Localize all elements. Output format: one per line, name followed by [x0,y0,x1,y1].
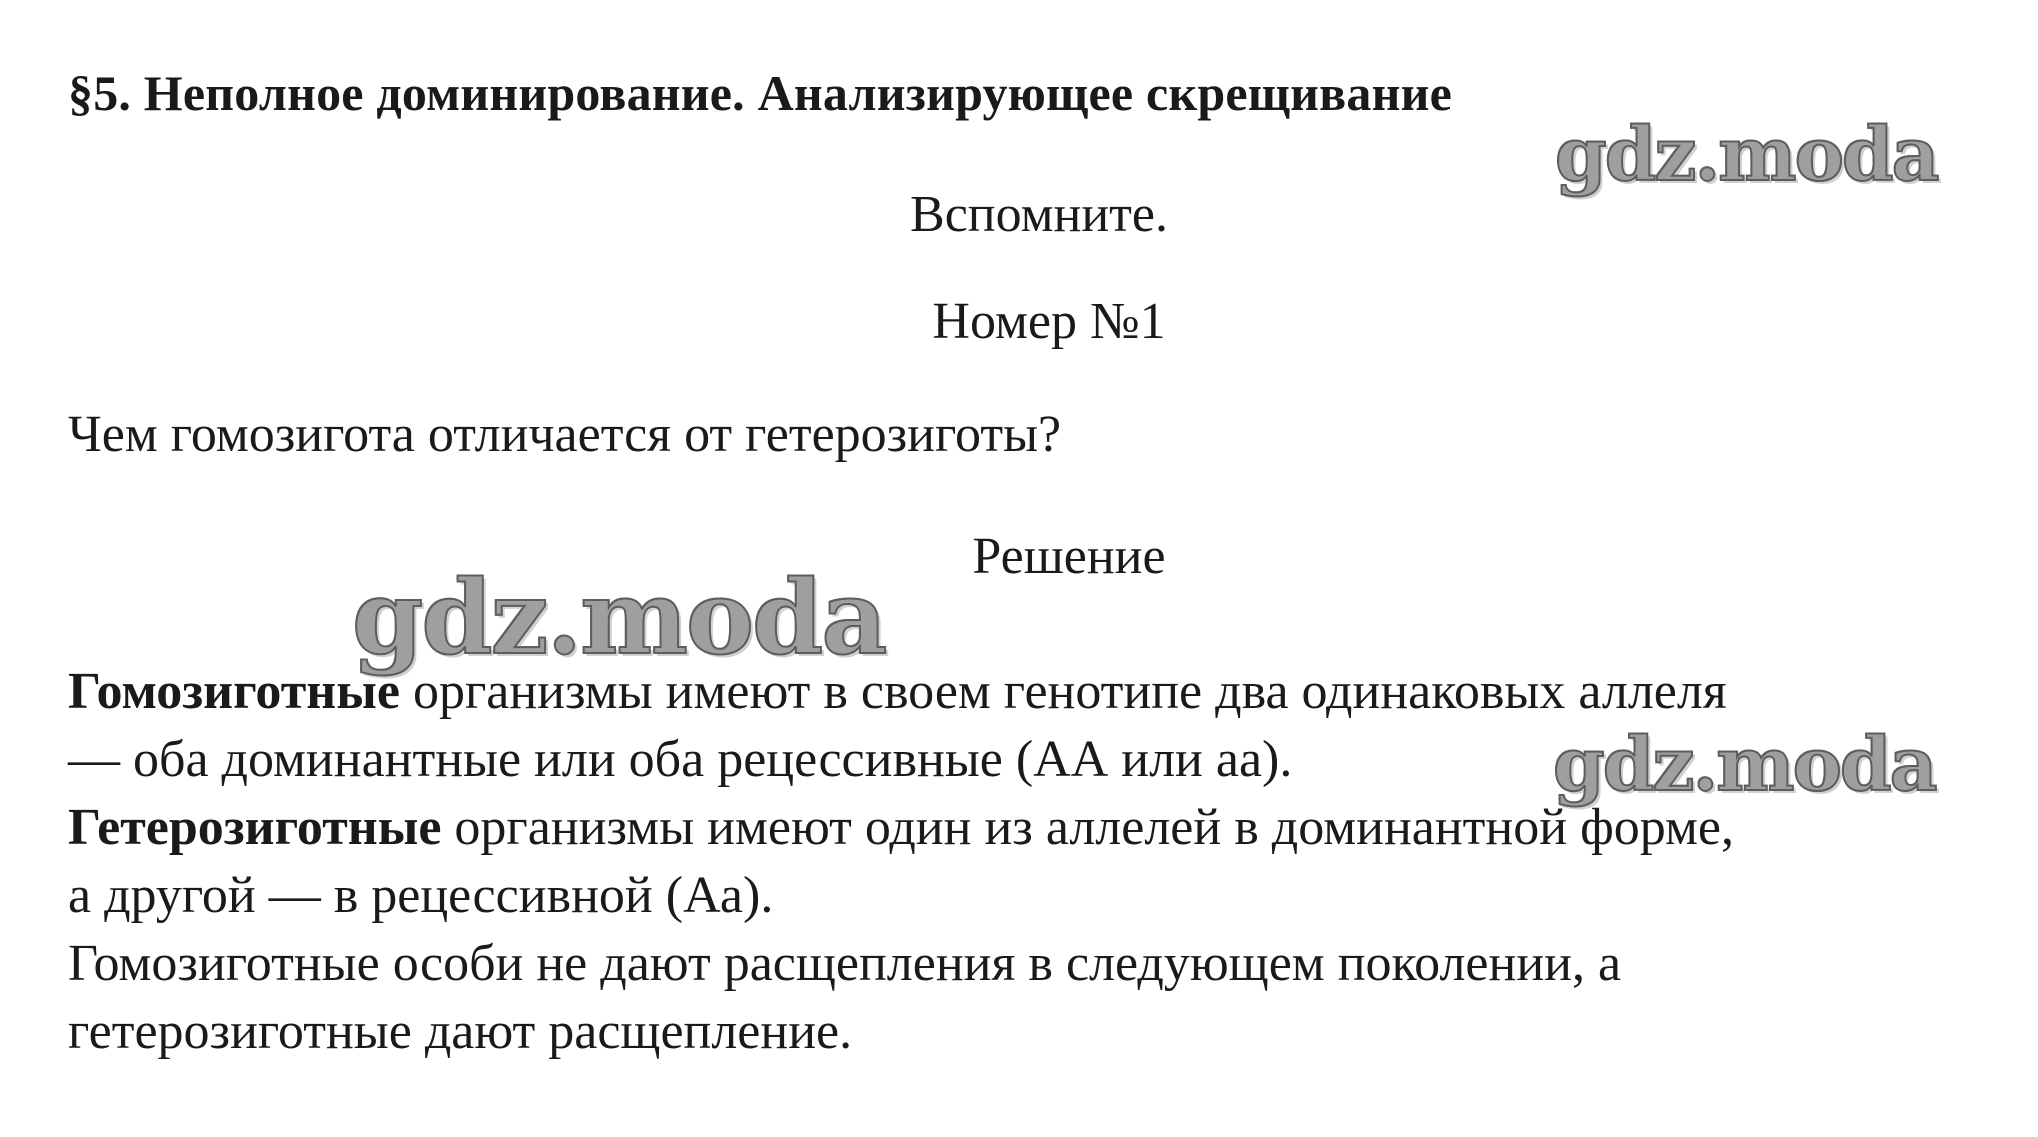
answer-line [68,658,2018,726]
term-heterozygous: Гетерозиготные [68,799,442,856]
watermark-logo: gdz.moda [1555,112,1938,198]
question-text: Чем гомозигота отличается от гетерозиготы? [68,406,1062,463]
answer-line: Гомозиготные особи не дают расщепления в следующем поколении, а [68,935,1622,992]
solution-label: Решение [972,528,1166,585]
term-homozygous: Гомозиготные [68,663,400,720]
watermark-logo: gdz.moda [1553,722,1936,808]
remember-label: Вспомните. [910,186,1168,243]
section-heading: §5. Неполное доминирование. Анализирующее скрещивание [68,65,1452,121]
answer-line: а другой — в рецессивной (Аа). [68,867,774,924]
answer-line: гетерозиготные дают расщепление. [68,1003,853,1060]
answer-line-text: организмы имеют один из аллелей в доминантной форме, [441,799,1734,856]
answer-text [68,658,2018,1066]
task-number: Номер №1 [932,293,1166,350]
answer-line-text: организмы имеют в своем генотипе два одинаковых аллеля [399,663,1727,720]
watermark-logo: gdz.moda [352,558,886,678]
answer-line: — оба доминантные или оба рецессивные (АА или аа). [68,731,1293,788]
